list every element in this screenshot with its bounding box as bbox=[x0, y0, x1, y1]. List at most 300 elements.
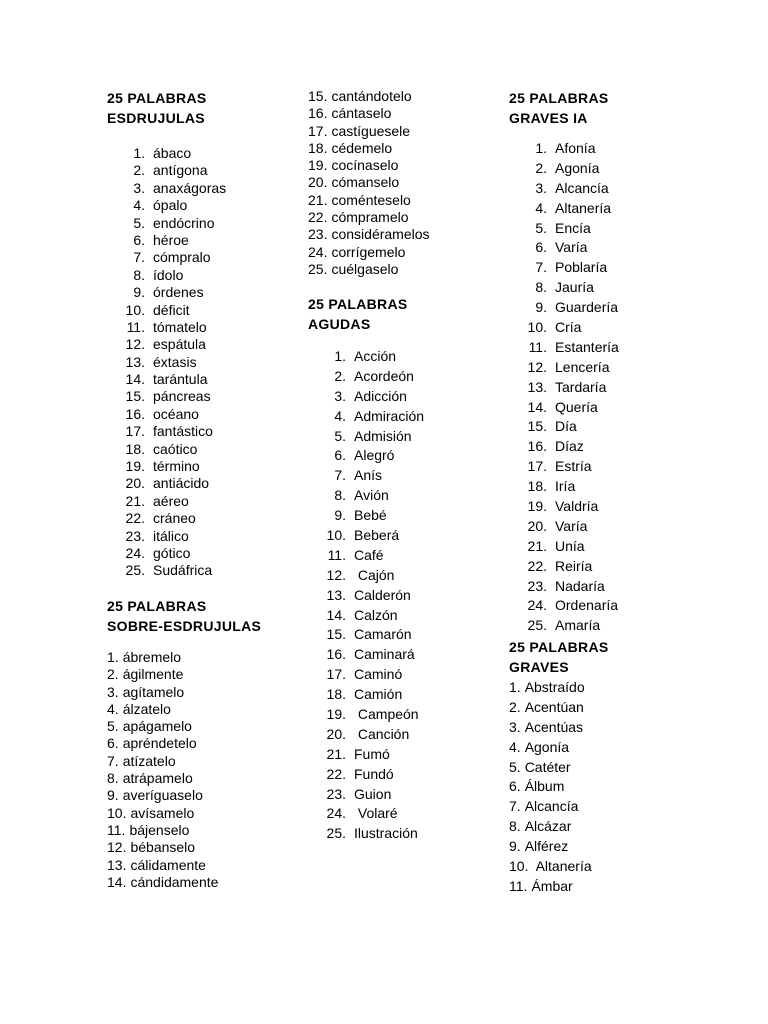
list-item-word: Jauría bbox=[555, 279, 594, 296]
list-item-number: 4. bbox=[133, 197, 145, 214]
list-item bbox=[107, 874, 218, 891]
list-item-word: órdenes bbox=[153, 284, 204, 301]
list-item-word: antiácido bbox=[153, 475, 210, 492]
list-item-word: Ámbar bbox=[531, 877, 573, 894]
list-item-number: 12. bbox=[107, 839, 127, 856]
list-item-word: páncreas bbox=[153, 388, 211, 405]
list-item-word: Tardaría bbox=[555, 378, 607, 395]
list-item-number: 16. bbox=[326, 646, 346, 663]
list-item bbox=[509, 517, 619, 537]
list-item-number: 7. bbox=[133, 249, 145, 266]
list-item bbox=[107, 528, 226, 545]
list-item bbox=[308, 209, 430, 226]
list-item-word: Agonía bbox=[524, 738, 570, 755]
list-item-number: 12. bbox=[326, 566, 346, 583]
list-item bbox=[107, 666, 218, 683]
list-item-word: Alcázar bbox=[524, 818, 572, 835]
list-item bbox=[308, 88, 430, 105]
list-item bbox=[308, 140, 430, 157]
list-item bbox=[107, 215, 226, 232]
list-item bbox=[107, 302, 226, 319]
list-item-word: Alférez bbox=[524, 838, 569, 855]
list-item-number: 15. bbox=[326, 626, 346, 643]
list-item-number: 14. bbox=[107, 873, 127, 890]
list-graves-ia bbox=[509, 139, 619, 636]
list-item bbox=[308, 765, 424, 785]
list-item bbox=[107, 510, 226, 527]
list-item-number: 10. bbox=[107, 804, 127, 821]
list-item-word: Día bbox=[555, 418, 577, 435]
list-item bbox=[509, 537, 619, 557]
list-item-number: 21. bbox=[125, 492, 145, 509]
list-item-word: Unía bbox=[555, 537, 585, 554]
list-item-word: Adicción bbox=[354, 387, 407, 404]
list-item-word: Campeón bbox=[354, 706, 419, 723]
list-item-word: itálico bbox=[153, 527, 189, 544]
list-item bbox=[308, 824, 424, 844]
list-item-number: 3. bbox=[535, 179, 547, 196]
list-item bbox=[107, 562, 226, 579]
list-item bbox=[308, 725, 424, 745]
list-item-word: Altanería bbox=[555, 199, 612, 216]
list-item bbox=[509, 238, 619, 258]
list-item bbox=[308, 785, 424, 805]
list-item-number: 14. bbox=[527, 398, 547, 415]
list-item-number: 16. bbox=[125, 405, 145, 422]
list-item-word: Fumó bbox=[354, 745, 390, 762]
list-item-number: 17. bbox=[125, 423, 145, 440]
list-item-number: 3. bbox=[107, 683, 119, 700]
list-item-number: 12. bbox=[125, 336, 145, 353]
list-item bbox=[308, 244, 430, 261]
list-item-number: 1. bbox=[133, 145, 145, 161]
list-item bbox=[107, 701, 218, 718]
list-item bbox=[509, 497, 619, 517]
list-item bbox=[509, 398, 619, 418]
list-item bbox=[308, 685, 424, 705]
list-item-word: Altanería bbox=[532, 858, 592, 875]
list-item bbox=[308, 526, 424, 546]
list-item-number: 21. bbox=[527, 537, 547, 554]
list-item bbox=[107, 336, 226, 353]
section-title: 25 PALABRAS bbox=[107, 90, 207, 106]
list-item-number: 20. bbox=[527, 517, 547, 534]
list-item-word: endócrino bbox=[153, 214, 215, 231]
section-title: ESDRUJULAS bbox=[107, 110, 205, 126]
list-item bbox=[509, 219, 619, 239]
list-item bbox=[308, 645, 424, 665]
section-graves bbox=[509, 637, 609, 677]
list-item-number: 25. bbox=[308, 260, 328, 277]
list-item-word: Alcancía bbox=[524, 798, 579, 815]
list-item-number: 17. bbox=[308, 122, 328, 139]
list-item bbox=[107, 753, 218, 770]
list-item-word: Admisión bbox=[354, 427, 412, 444]
list-item-number: 12. bbox=[527, 358, 547, 375]
list-item-number: 1. bbox=[509, 679, 521, 695]
list-item-number: 13. bbox=[326, 586, 346, 603]
column-1 bbox=[107, 88, 307, 908]
list-item-word: ópalo bbox=[153, 197, 188, 214]
list-item-number: 23. bbox=[308, 226, 328, 243]
list-item-number: 3. bbox=[334, 387, 346, 404]
list-item bbox=[107, 423, 226, 440]
list-item-word: antígona bbox=[153, 162, 208, 179]
list-item-word: Catéter bbox=[524, 758, 571, 775]
list-item bbox=[107, 545, 226, 562]
list-item-number: 15. bbox=[527, 418, 547, 435]
list-item bbox=[107, 197, 226, 214]
list-item-number: 11. bbox=[509, 877, 528, 894]
list-item-word: Nadaría bbox=[555, 577, 605, 594]
list-item-number: 6. bbox=[107, 735, 119, 752]
list-item-word: caótico bbox=[153, 440, 198, 457]
list-item-word: ágilmente bbox=[122, 666, 184, 683]
list-item-number: 2. bbox=[509, 698, 521, 715]
list-item-word: bájenselo bbox=[129, 821, 190, 838]
list-item-number: 11. bbox=[107, 821, 126, 838]
list-item-number: 11. bbox=[528, 338, 547, 355]
list-item-word: álzatelo bbox=[122, 700, 171, 717]
list-item bbox=[509, 159, 619, 179]
list-item bbox=[509, 738, 592, 758]
list-item bbox=[509, 437, 619, 457]
list-item bbox=[509, 777, 592, 797]
list-item bbox=[509, 577, 619, 597]
list-item-word: Cajón bbox=[354, 566, 395, 583]
list-item bbox=[308, 157, 430, 174]
list-item bbox=[107, 718, 218, 735]
list-item-word: Bebé bbox=[354, 507, 387, 524]
list-item bbox=[308, 606, 424, 626]
list-item-word: héroe bbox=[153, 231, 189, 248]
section-esdrujulas bbox=[107, 88, 207, 128]
list-item bbox=[509, 358, 619, 378]
list-item-word: Ilustración bbox=[354, 825, 418, 842]
list-item-number: 20. bbox=[308, 174, 328, 191]
list-item-word: Reiría bbox=[555, 557, 593, 574]
list-item-word: cédemelo bbox=[331, 139, 393, 156]
list-item-number: 6. bbox=[334, 447, 346, 464]
list-item bbox=[107, 857, 218, 874]
list-sobreesdrujulas-continued bbox=[308, 88, 430, 278]
list-item-word: apréndetelo bbox=[122, 735, 197, 752]
list-item bbox=[107, 371, 226, 388]
list-item-number: 6. bbox=[133, 231, 145, 248]
list-item-number: 11. bbox=[327, 546, 346, 563]
section-title: GRAVES IA bbox=[509, 110, 588, 126]
section-title: GRAVES bbox=[509, 659, 569, 675]
list-item-number: 14. bbox=[326, 606, 346, 623]
list-item-number: 19. bbox=[125, 458, 145, 475]
list-item bbox=[308, 506, 424, 526]
list-item-word: Agonía bbox=[555, 159, 600, 176]
list-item-number: 19. bbox=[308, 157, 328, 174]
list-item-word: ídolo bbox=[153, 266, 184, 283]
list-item-number: 20. bbox=[326, 725, 346, 742]
list-item-number: 8. bbox=[535, 279, 547, 296]
list-item-number: 20. bbox=[125, 475, 145, 492]
list-item bbox=[308, 347, 424, 367]
list-item bbox=[308, 367, 424, 387]
list-item-word: castíguesele bbox=[331, 122, 411, 139]
list-item-word: tarántula bbox=[153, 371, 208, 388]
list-item-word: Afonía bbox=[555, 140, 596, 156]
list-item-number: 4. bbox=[509, 738, 521, 755]
list-item-word: Varía bbox=[555, 517, 588, 534]
list-item-word: Estría bbox=[555, 458, 592, 475]
list-item bbox=[308, 192, 430, 209]
list-item-word: atrápamelo bbox=[122, 770, 193, 787]
list-item-word: cómpralo bbox=[153, 249, 211, 266]
list-item bbox=[308, 546, 424, 566]
list-item-word: aéreo bbox=[153, 492, 189, 509]
list-item-number: 7. bbox=[509, 798, 521, 815]
list-item-word: Camarón bbox=[354, 626, 412, 643]
list-item-word: corrígemelo bbox=[331, 243, 406, 260]
list-item-word: Admiración bbox=[354, 407, 425, 424]
list-item-number: 13. bbox=[125, 353, 145, 370]
list-item-word: cuélgaselo bbox=[331, 260, 399, 277]
list-item-number: 21. bbox=[308, 191, 328, 208]
list-item-word: Anís bbox=[354, 467, 383, 484]
list-item-word: cántaselo bbox=[331, 105, 392, 122]
list-item bbox=[308, 705, 424, 725]
list-item bbox=[107, 249, 226, 266]
list-item-number: 18. bbox=[326, 686, 346, 703]
list-item-number: 11. bbox=[126, 318, 145, 335]
list-item-number: 19. bbox=[527, 498, 547, 515]
list-item-number: 5. bbox=[334, 427, 346, 444]
list-item-number: 2. bbox=[107, 666, 119, 683]
list-item-number: 9. bbox=[509, 838, 521, 855]
list-item-word: éxtasis bbox=[153, 353, 197, 370]
list-item bbox=[509, 378, 619, 398]
list-item bbox=[308, 174, 430, 191]
list-item-word: Valdría bbox=[555, 498, 599, 515]
list-item-number: 16. bbox=[527, 438, 547, 455]
list-item bbox=[509, 338, 619, 358]
list-item-number: 3. bbox=[509, 718, 521, 735]
list-item-number: 5. bbox=[509, 758, 521, 775]
list-item-number: 10. bbox=[125, 301, 145, 318]
list-item bbox=[107, 770, 218, 787]
list-item bbox=[509, 698, 592, 718]
list-item-number: 24. bbox=[308, 243, 328, 260]
list-item-number: 22. bbox=[125, 510, 145, 527]
list-item-number: 15. bbox=[125, 388, 145, 405]
list-item-word: Acción bbox=[354, 348, 397, 364]
list-item-word: ábremelo bbox=[122, 649, 182, 665]
list-item-number: 1. bbox=[334, 348, 346, 364]
list-item-word: Acentúas bbox=[524, 718, 584, 735]
list-item-number: 8. bbox=[334, 487, 346, 504]
list-item-number: 2. bbox=[133, 162, 145, 179]
list-item-word: Acentúan bbox=[524, 698, 584, 715]
list-item bbox=[107, 284, 226, 301]
section-title: AGUDAS bbox=[308, 316, 371, 332]
list-item-word: coménteselo bbox=[331, 191, 411, 208]
list-item-word: Alegró bbox=[354, 447, 395, 464]
list-item bbox=[509, 477, 619, 497]
list-item-word: Amaría bbox=[555, 617, 601, 634]
list-item-number: 9. bbox=[107, 787, 119, 804]
list-item-word: Acordeón bbox=[354, 367, 414, 384]
list-item-word: fantástico bbox=[153, 423, 213, 440]
list-item-number: 18. bbox=[125, 440, 145, 457]
section-graves-ia bbox=[509, 88, 609, 128]
list-item-number: 5. bbox=[535, 219, 547, 236]
list-item bbox=[107, 649, 218, 666]
list-item-number: 25. bbox=[125, 562, 145, 579]
list-item-number: 4. bbox=[107, 700, 119, 717]
list-item-word: Álbum bbox=[524, 778, 565, 795]
list-item-number: 4. bbox=[535, 199, 547, 216]
list-item-number: 25. bbox=[326, 825, 346, 842]
list-item-word: Caminó bbox=[354, 666, 403, 683]
list-item bbox=[308, 804, 424, 824]
list-item-number: 1. bbox=[107, 649, 119, 665]
list-item-word: Canción bbox=[354, 725, 410, 742]
list-item bbox=[509, 179, 619, 199]
list-item-number: 7. bbox=[535, 259, 547, 276]
list-item-word: Poblaría bbox=[555, 259, 608, 276]
list-item-word: Encía bbox=[555, 219, 591, 236]
list-item bbox=[308, 427, 424, 447]
list-item bbox=[509, 139, 619, 159]
list-item-word: término bbox=[153, 458, 200, 475]
list-item-number: 5. bbox=[133, 214, 145, 231]
list-item bbox=[308, 745, 424, 765]
list-item-word: atízatelo bbox=[122, 752, 176, 769]
list-item bbox=[107, 684, 218, 701]
list-item-word: Guardería bbox=[555, 299, 619, 316]
list-item-word: tómatelo bbox=[153, 318, 207, 335]
list-item-word: Café bbox=[354, 546, 384, 563]
list-item-number: 8. bbox=[133, 266, 145, 283]
list-item-word: Volaré bbox=[354, 805, 398, 822]
list-item-number: 23. bbox=[527, 577, 547, 594]
list-item bbox=[509, 616, 619, 636]
list-item bbox=[308, 407, 424, 427]
list-item bbox=[509, 797, 592, 817]
section-agudas bbox=[308, 294, 408, 334]
list-item-number: 9. bbox=[535, 299, 547, 316]
list-item-number: 25. bbox=[527, 617, 547, 634]
section-title: 25 PALABRAS bbox=[107, 598, 207, 614]
list-item-number: 24. bbox=[326, 805, 346, 822]
list-item-word: océano bbox=[153, 405, 199, 422]
list-item bbox=[107, 145, 226, 162]
list-item-number: 10. bbox=[527, 319, 547, 336]
list-graves bbox=[509, 678, 592, 897]
section-sobreesdrujulas bbox=[107, 596, 261, 636]
list-item bbox=[308, 387, 424, 407]
list-item bbox=[308, 665, 424, 685]
list-item-word: Caminará bbox=[354, 646, 415, 663]
list-item-number: 8. bbox=[509, 818, 521, 835]
list-item-word: déficit bbox=[153, 301, 190, 318]
list-item-number: 5. bbox=[107, 718, 119, 735]
list-item-word: Guion bbox=[354, 785, 392, 802]
list-item-number: 7. bbox=[107, 752, 119, 769]
list-item-number: 13. bbox=[107, 856, 127, 873]
list-item-number: 23. bbox=[125, 527, 145, 544]
list-item bbox=[308, 486, 424, 506]
list-item-number: 21. bbox=[326, 745, 346, 762]
list-item bbox=[308, 123, 430, 140]
list-item bbox=[509, 877, 592, 897]
list-item-word: averíguaselo bbox=[122, 787, 203, 804]
list-item bbox=[308, 105, 430, 122]
list-item-number: 22. bbox=[308, 209, 328, 226]
list-item bbox=[509, 199, 619, 219]
list-item-word: Sudáfrica bbox=[153, 562, 213, 579]
list-item-word: Calderón bbox=[354, 586, 411, 603]
list-item-number: 1. bbox=[535, 140, 547, 156]
list-item bbox=[107, 441, 226, 458]
list-item-word: Estantería bbox=[555, 338, 619, 355]
list-item bbox=[509, 758, 592, 778]
list-item bbox=[107, 735, 218, 752]
list-item-word: Beberá bbox=[354, 527, 400, 544]
list-item-word: anaxágoras bbox=[153, 179, 227, 196]
list-item-word: cocínaselo bbox=[331, 157, 399, 174]
list-item bbox=[308, 446, 424, 466]
list-esdrujulas bbox=[107, 145, 226, 580]
section-title: 25 PALABRAS bbox=[509, 90, 609, 106]
list-item bbox=[107, 475, 226, 492]
list-item bbox=[509, 857, 592, 877]
list-item bbox=[107, 458, 226, 475]
list-item-number: 2. bbox=[535, 159, 547, 176]
column-2 bbox=[308, 88, 508, 908]
list-item bbox=[509, 318, 619, 338]
list-item bbox=[308, 261, 430, 278]
list-item-number: 24. bbox=[527, 597, 547, 614]
list-item bbox=[107, 406, 226, 423]
list-item-word: avísamelo bbox=[130, 804, 195, 821]
list-item-word: cantándotelo bbox=[331, 88, 412, 104]
list-item bbox=[509, 837, 592, 857]
list-item-number: 15. bbox=[308, 88, 328, 104]
list-item-word: Cría bbox=[555, 319, 582, 336]
list-item-number: 16. bbox=[308, 105, 328, 122]
column-3 bbox=[509, 88, 709, 908]
list-item-word: Avión bbox=[354, 487, 389, 504]
list-item bbox=[308, 566, 424, 586]
list-item-number: 17. bbox=[527, 458, 547, 475]
list-item-word: apágamelo bbox=[122, 718, 192, 735]
list-item bbox=[509, 457, 619, 477]
list-item bbox=[107, 180, 226, 197]
list-item-word: Iría bbox=[555, 478, 576, 495]
list-item-word: Varía bbox=[555, 239, 588, 256]
list-item bbox=[509, 278, 619, 298]
list-item-number: 10. bbox=[509, 858, 529, 875]
list-item-word: gótico bbox=[153, 544, 191, 561]
list-agudas bbox=[308, 347, 424, 844]
list-item-number: 6. bbox=[509, 778, 521, 795]
list-item-number: 3. bbox=[133, 179, 145, 196]
list-item bbox=[308, 586, 424, 606]
list-item-word: espátula bbox=[153, 336, 206, 353]
list-item-word: considéramelos bbox=[331, 226, 430, 243]
list-sobreesdrujulas bbox=[107, 649, 218, 891]
list-item-word: Díaz bbox=[555, 438, 584, 455]
list-item-number: 13. bbox=[527, 378, 547, 395]
list-item bbox=[509, 417, 619, 437]
